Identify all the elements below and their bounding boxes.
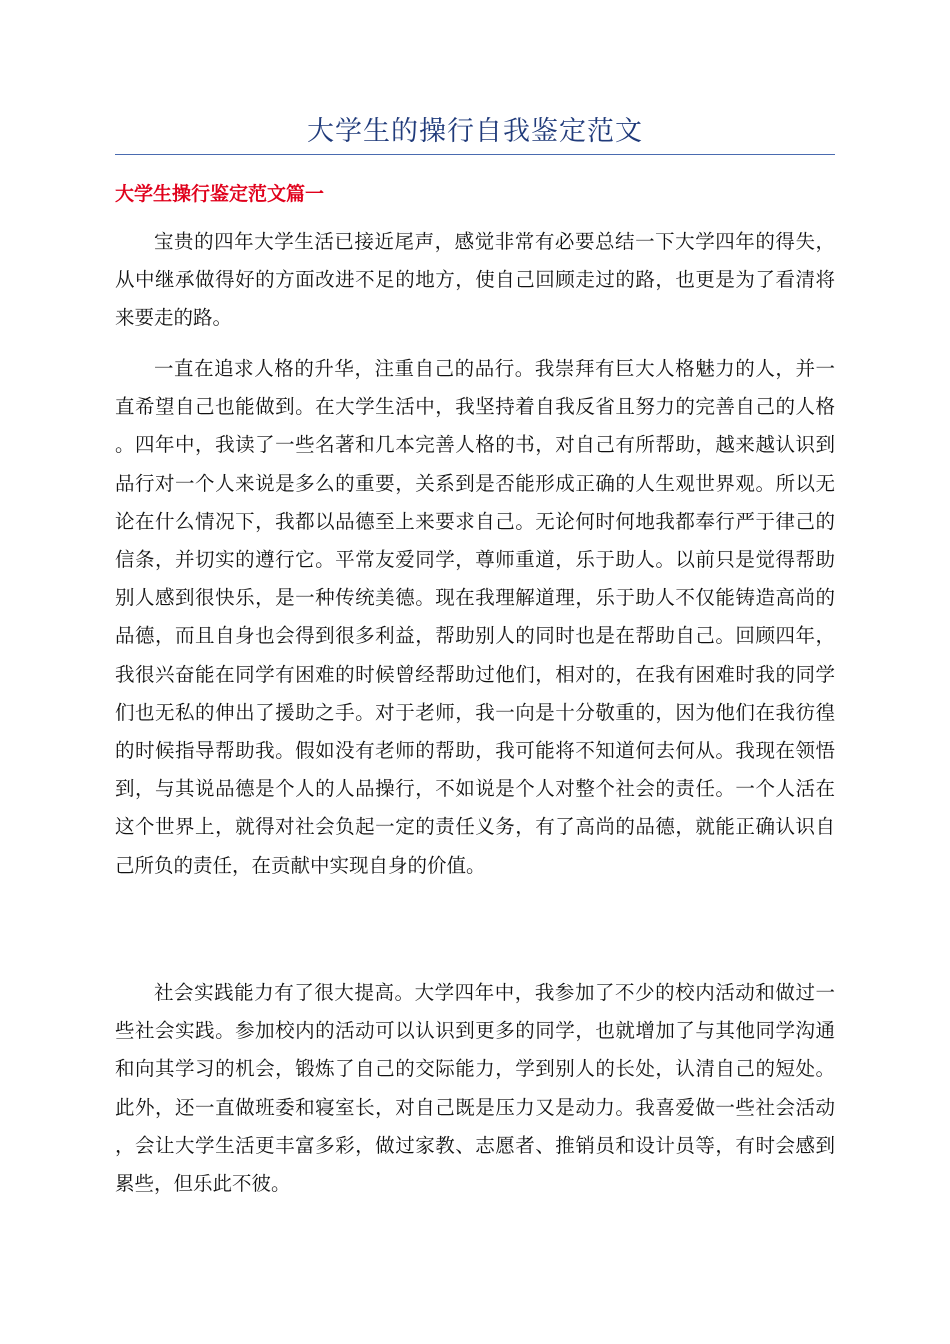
section-heading: 大学生操行鉴定范文篇一 <box>115 183 325 205</box>
body-paragraph-2: 一直在追求人格的升华，注重自己的品行。我崇拜有巨大人格魅力的人，并一直希望自己也能做到。在大学生活中，我坚持着自我反省且努力的完善自己的人格。四年中，我读了一些名著和几本完善人格的书，对自己有所帮助，越来越认识到品行对一个人来说是多么的重要，关系到是否能形成正确的人生观世界观。所以无论在什么情况下，我都以品德至上来要求自己。无论何时何地我都奉行严于律己的信条，并切实的遵行它。平常友爱同学，尊师重道，乐于助人。以前只是觉得帮助别人感到很快乐，是一种传统美德。现在我理解道理，乐于助人不仅能铸造高尚的品德，而且自身也会得到很多利益，帮助别人的同时也是在帮助自己。回顾四年，我很兴奋能在同学有困难的时候曾经帮助过他们，相对的，在我有困难时我的同学们也无私的伸出了援助之手。对于老师，我一向是十分敬重的，因为他们在我彷徨的时候指导帮助我。假如没有老师的帮助，我可能将不知道何去何从。我现在领悟到，与其说品德是个人的人品操行，不如说是个人对整个社会的责任。一个人活在这个世界上，就得对社会负起一定的责任义务，有了高尚的品德，就能正确认识自己所负的责任，在贡献中实现自身的价值。 <box>115 357 835 877</box>
title-underline <box>115 154 835 155</box>
document-title: 大学生的操行自我鉴定范文 <box>307 116 643 147</box>
body-paragraph-3: 社会实践能力有了很大提高。大学四年中，我参加了不少的校内活动和做过一些社会实践。参加校内的活动可以认识到更多的同学，也就增加了与其他同学沟通和向其学习的机会，锻炼了自己的交际能力，学到别人的长处，认清自己的短处。此外，还一直做班委和寝室长，对自己既是压力又是动力。我喜爱做一些社会活动，会让大学生活更丰富多彩，做过家教、志愿者、推销员和设计员等，有时会感到累些，但乐此不彼。 <box>115 981 835 1196</box>
body-paragraph-1: 宝贵的四年大学生活已接近尾声，感觉非常有必要总结一下大学四年的得失，从中继承做得好的方面改进不足的地方，使自己回顾走过的路，也更是为了看清将来要走的路。 <box>115 230 835 330</box>
